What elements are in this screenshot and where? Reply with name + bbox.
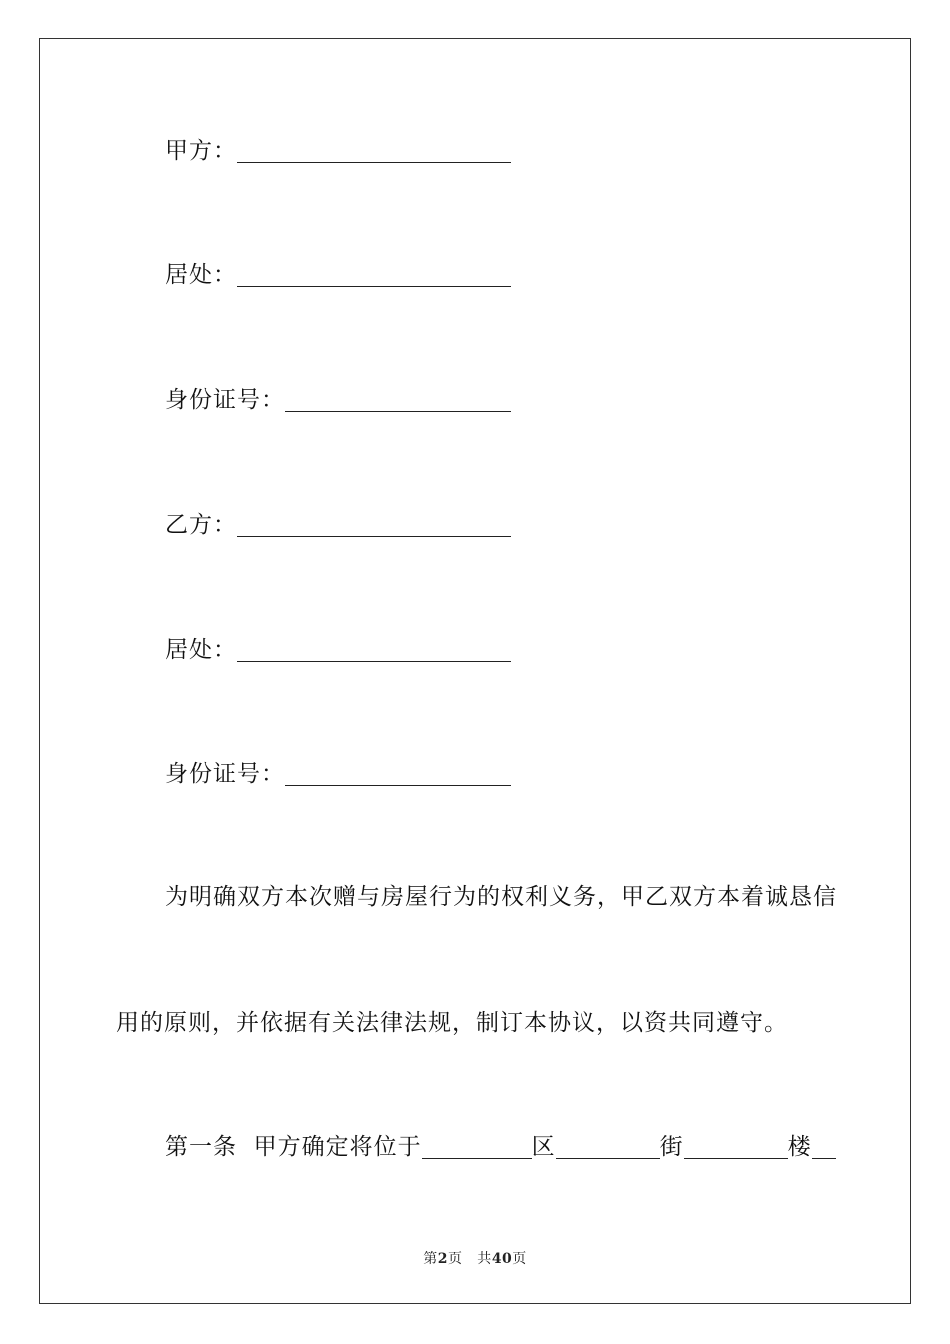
id-a-blank[interactable] xyxy=(285,387,511,412)
party-a-label: 甲方： xyxy=(165,138,237,164)
residence-a-label: 居处： xyxy=(165,262,237,288)
tail-blank[interactable] xyxy=(812,1134,836,1159)
party-a-field xyxy=(165,136,511,166)
page-border xyxy=(39,38,911,1304)
page-footer xyxy=(0,1248,950,1268)
page-number: 2 xyxy=(437,1251,448,1267)
street-label: 街 xyxy=(659,1134,684,1160)
residence-b-field xyxy=(165,635,511,665)
id-a-field xyxy=(165,385,511,415)
article-1 xyxy=(165,1132,836,1162)
footer-middle: 页 共 xyxy=(447,1251,492,1267)
district-label: 区 xyxy=(531,1134,556,1160)
party-a-blank[interactable] xyxy=(237,138,511,163)
id-b-field xyxy=(165,759,511,789)
party-b-blank[interactable] xyxy=(237,512,511,537)
street-blank[interactable] xyxy=(556,1134,660,1159)
residence-a-blank[interactable] xyxy=(237,262,511,287)
residence-b-label: 居处： xyxy=(165,637,237,663)
id-a-label: 身份证号： xyxy=(165,387,285,413)
paragraph-line-2: 用的原则，并依据有关法律法规，制订本协议，以资共同遵守。 xyxy=(116,1010,788,1036)
party-b-field xyxy=(165,510,511,540)
building-blank[interactable] xyxy=(684,1134,788,1159)
party-b-label: 乙方： xyxy=(165,512,237,538)
id-b-blank[interactable] xyxy=(285,761,511,786)
residence-b-blank[interactable] xyxy=(237,637,511,662)
district-blank[interactable] xyxy=(422,1134,532,1159)
residence-a-field xyxy=(165,260,511,290)
footer-suffix: 页 xyxy=(512,1251,527,1267)
footer-prefix: 第 xyxy=(423,1251,438,1267)
building-label: 楼 xyxy=(787,1134,812,1160)
article-1-prefix: 第一条 甲方确定将位于 xyxy=(165,1134,422,1160)
id-b-label: 身份证号： xyxy=(165,761,285,787)
page-total: 40 xyxy=(491,1251,513,1267)
paragraph-line-1: 为明确双方本次赠与房屋行为的权利义务，甲乙双方本着诚恳信 xyxy=(165,884,837,910)
